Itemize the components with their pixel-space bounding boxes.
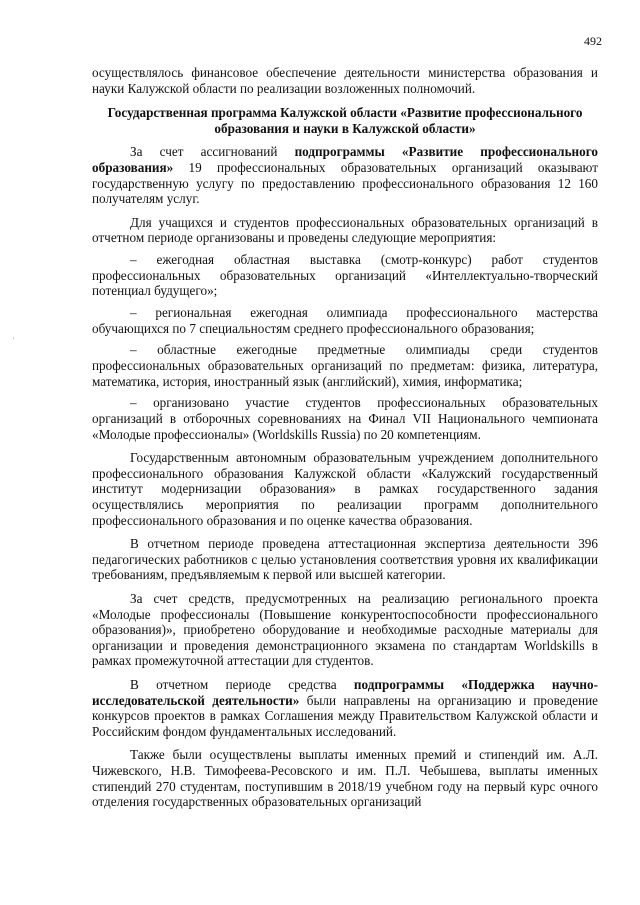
paragraph: Государственным автономным образовательным учреждением дополнительного профессионального образования Калужской области «Калужский государственный институт модернизации образования» в рамках государственного задания осуществлялись мероприятия по реализации программ дополнительного профессионального образования и по оценке качества образования. [92,450,598,528]
document-body [92,65,598,810]
paragraph: В отчетном периоде проведена аттестационная экспертиза деятельности 396 педагогических работников с целью установления соответствия уровня их квалификации требованиям, предъявляемым к первой или высшей категории. [92,536,598,583]
list-item: – областные ежегодные предметные олимпиады среди студентов профессиональных образовательных организаций по предметам: физика, литература, математика, история, иностранный язык (английский), химия, информатика; [92,342,598,389]
paragraph-text: За счет ассигнований [130,144,295,160]
paragraph-text: были направлены на организацию и проведение конкурсов проектов в рамках Соглашения между Правительством Калужской области и Российским фондом фундаментальных исследований. [92,692,598,739]
paragraph: Также были осуществлены выплаты именных премий и стипендий им. А.Л. Чижевского, Н.В. Тимофеева-Ресовского и им. П.Л. Чебышева, выплаты именных стипендий 270 студентам, поступившим в 2018/19 учебном году на первый курс очного отделения государственных образовательных организаций [92,747,598,810]
paragraph [92,144,598,206]
paragraph: Для учащихся и студентов профессиональных образовательных организаций в отчетном периоде организованы и проведены следующие мероприятия: [92,214,598,246]
list-item: – региональная ежегодная олимпиада профессионального мастерства обучающихся по 7 специальностям среднего профессионального образования; [92,305,598,336]
list-item: – ежегодная областная выставка (смотр-конкурс) работ студентов профессиональных образовательных организаций «Интеллектуально-творческий потенциал будущего»; [92,252,598,299]
paragraph: За счет средств, предусмотренных на реализацию регионального проекта «Молодые профессионалы (Повышение конкурентоспособности профессионального образования)», приобретено оборудование и необходимые расходные материалы для организации и проведения демонстрационного экзамена по стандартам Worldskills в рамках промежуточной аттестации для студентов. [92,590,598,669]
paragraph: осуществлялось финансовое обеспечение деятельности министерства образования и науки Калужской области по реализации возложенных полномочий. [92,65,598,96]
paragraph-text: В отчетном периоде средства [130,676,354,692]
margin-mark: ' [13,336,15,345]
subprogram-name: подпрограммы «Развитие профессионального образования» [92,144,598,175]
page-number: 492 [584,34,602,48]
paragraph-text: 19 профессиональных образовательных организаций оказывают государственную услугу по предоставлению профессионального образования 12 160 получателям услуг. [92,159,598,207]
list-item: – организовано участие студентов профессиональных образовательных организаций в отборочных соревнованиях на Финал VII Национального чемпионата «Молодые профессионалы» (Worldskills Russia) по 20 компетенциям. [92,395,598,442]
section-heading: Государственная программа Калужской области «Развитие профессионального образования и науки в Калужской области» [107,105,583,136]
subprogram-name: подпрограммы «Поддержка научно-исследовательской деятельности» [92,676,598,708]
paragraph [92,677,598,739]
